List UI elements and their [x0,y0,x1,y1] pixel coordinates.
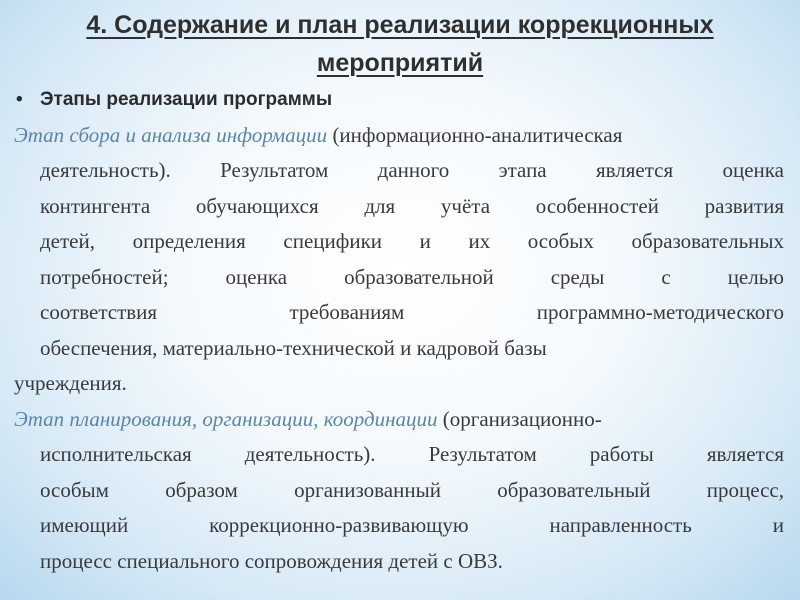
stage-1-label: Этап сбора и анализа информации [14,122,328,147]
stage-1-line-first [14,118,784,154]
stage-2-line: особым образом организованный образовательный процесс, [40,477,784,502]
title-line-1: 4. Содержание и план реализации коррекционных [86,11,714,39]
stage-1-line-last: учреждения. [14,371,127,395]
stage-2-label: Этап планирования, организации, координации [14,406,438,431]
bullet-heading-text: Этапы реализации программы [40,89,333,110]
stage-2-line: имеющий коррекционно-развивающую направленность и [40,513,784,537]
stage-1-line: потребностей; оценка образовательной среды с целью [40,264,784,289]
stage-1-line: детей, определения специфики и их особых образовательных [40,229,784,253]
title-line-2: мероприятий [316,49,484,77]
slide-title [20,6,780,82]
bullet-heading [16,82,784,118]
slide-content [14,82,784,579]
stage-1-line: деятельность). Результатом данного этапа является оценка [40,158,784,182]
stage-1-line: соответствия требованиям программно-методического [40,300,784,324]
stage-2-line-last: процесс специального сопровождения детей с ОВЗ. [40,548,503,573]
stage-2-line-first [14,402,784,438]
stage-2-line: исполнительская деятельность). Результатом работы является [40,442,784,466]
bullet-dot-icon: • [16,89,23,110]
stage-1-line-first-rest: (информационно-аналитическая [327,122,623,147]
stage-1-line: обеспечения, материально-технической и кадровой базы [40,335,547,360]
stage-2-line-first-rest: (организационно- [437,406,602,431]
stage-1-paragraph [14,118,784,402]
stage-1-line: контингента обучающихся для учёта особенностей развития [40,193,784,218]
stage-2-paragraph [14,402,784,580]
